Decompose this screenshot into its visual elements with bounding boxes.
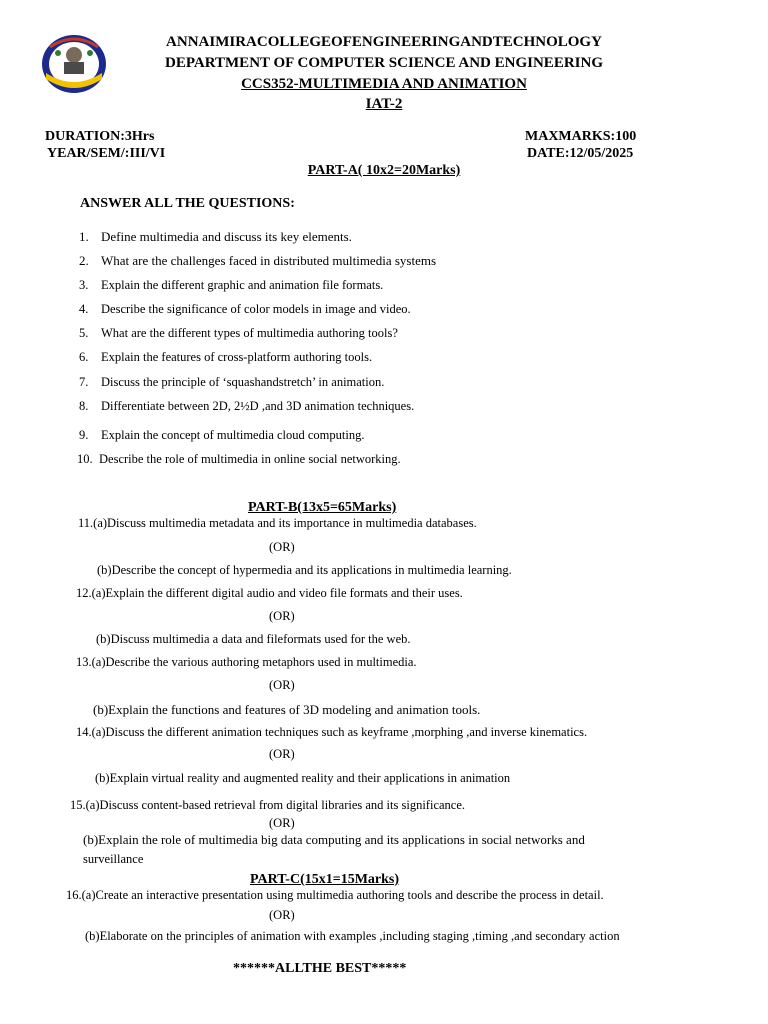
college-name: ANNAIMIRACOLLEGEOFENGINEERINGANDTECHNOLOGY	[166, 34, 602, 50]
list-item: 5. What are the different types of multimedia authoring tools?	[79, 326, 398, 340]
question-15b: (b)Explain the role of multimedia big data computing and its applications in social networks and	[83, 832, 585, 847]
year-sem: YEAR/SEM/:III/VI	[47, 146, 166, 161]
question-15b-cont: surveillance	[83, 852, 144, 866]
question-11a: 11.(a)Discuss multimedia metadata and its importance in multimedia databases.	[78, 516, 477, 530]
question-13b: (b)Explain the functions and features of 3D modeling and animation tools.	[93, 702, 481, 717]
exam-date: DATE:12/05/2025	[527, 146, 634, 161]
footer-wishes: ******ALLTHE BEST*****	[233, 961, 407, 976]
question-11b: (b)Describe the concept of hypermedia and its applications in multimedia learning.	[97, 563, 512, 577]
part-b-title: PART-B(13x5=65Marks)	[248, 500, 397, 515]
or-label: (OR)	[269, 540, 295, 554]
question-16b: (b)Elaborate on the principles of animation with examples ,including staging ,timing ,and secondary action	[85, 929, 620, 943]
question-13a: 13.(a)Describe the various authoring metaphors used in multimedia.	[76, 655, 417, 669]
list-item: 8. Differentiate between 2D, 2½D ,and 3D animation techniques.	[79, 399, 415, 413]
list-item: 2. What are the challenges faced in distributed multimedia systems	[79, 253, 437, 268]
or-label: (OR)	[269, 678, 295, 692]
list-item: 9. Explain the concept of multimedia cloud computing.	[79, 428, 365, 442]
list-item: 10. Describe the role of multimedia in online social networking.	[77, 452, 401, 466]
duration: DURATION:3Hrs	[45, 129, 155, 144]
question-12a: 12.(a)Explain the different digital audio and video file formats and their uses.	[76, 586, 463, 600]
part-a-instruction: ANSWER ALL THE QUESTIONS:	[80, 196, 295, 211]
exam-title: IAT-2	[365, 96, 403, 112]
question-16a: 16.(a)Create an interactive presentation using multimedia authoring tools and describe the process in detail.	[66, 888, 604, 902]
question-14a: 14.(a)Discuss the different animation techniques such as keyframe ,morphing ,and inverse kinematics.	[76, 725, 588, 739]
list-item: 7. Discuss the principle of ‘squashandstretch’ in animation.	[79, 375, 385, 389]
department-name: DEPARTMENT OF COMPUTER SCIENCE AND ENGINEERING	[165, 55, 603, 71]
course-title: CCS352-MULTIMEDIA AND ANIMATION	[241, 76, 527, 92]
or-label: (OR)	[269, 816, 295, 830]
or-label: (OR)	[269, 908, 295, 922]
list-item: 1. Define multimedia and discuss its key elements.	[79, 229, 352, 244]
list-item: 4. Describe the significance of color models in image and video.	[79, 302, 411, 316]
or-label: (OR)	[269, 609, 295, 623]
part-a-title: PART-A( 10x2=20Marks)	[307, 163, 461, 178]
max-marks: MAXMARKS:100	[525, 129, 637, 144]
or-label: (OR)	[269, 747, 295, 761]
list-item: 6. Explain the features of cross-platform authoring tools.	[79, 350, 373, 364]
question-15a: 15.(a)Discuss content-based retrieval from digital libraries and its significance.	[70, 798, 466, 812]
question-14b: (b)Explain virtual reality and augmented reality and their applications in animation	[95, 771, 511, 785]
part-c-title: PART-C(15x1=15Marks)	[250, 872, 400, 887]
question-12b: (b)Discuss multimedia a data and fileformats used for the web.	[96, 632, 411, 646]
list-item: 3. Explain the different graphic and animation file formats.	[79, 278, 384, 292]
